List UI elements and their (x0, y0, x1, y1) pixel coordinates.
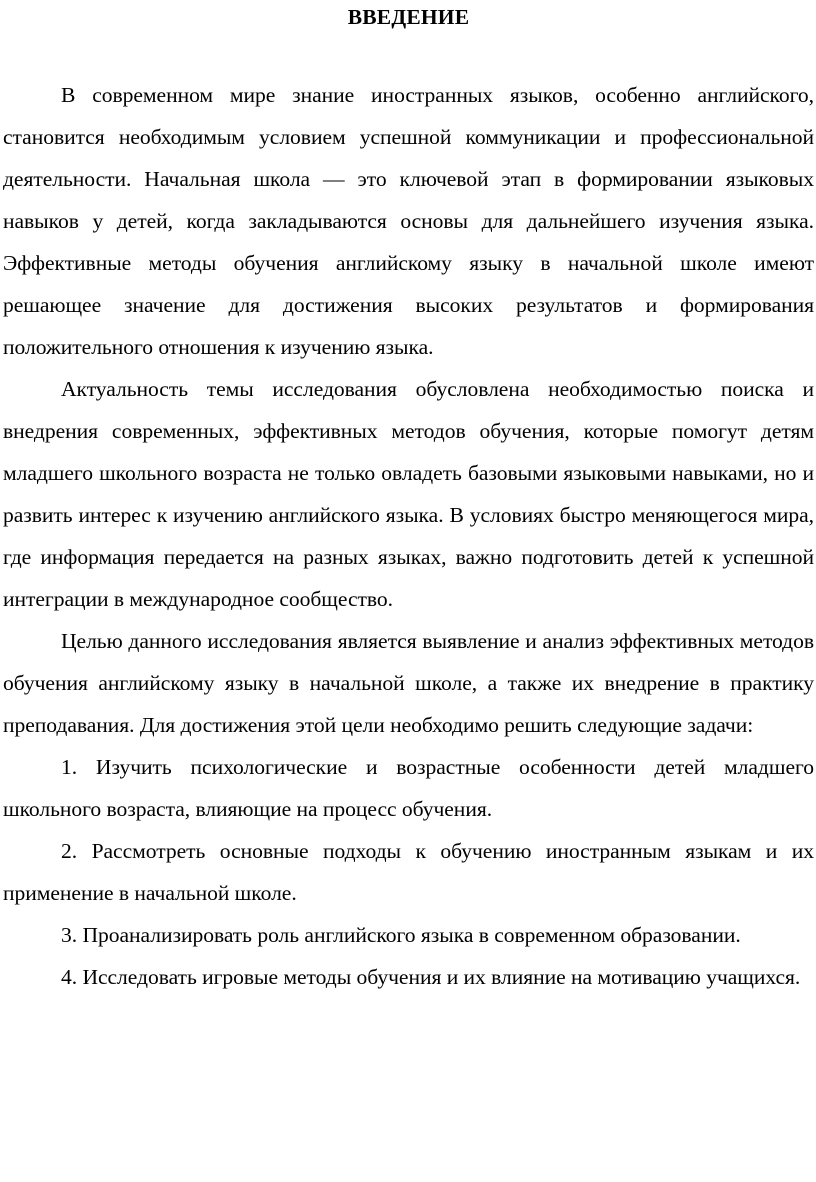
task-item-4: 4. Исследовать игровые методы обучения и их влияние на мотивацию учащихся. (61, 965, 801, 989)
task-item-3: 3. Проанализировать роль английского языка в современном образовании. (61, 923, 741, 947)
paragraph-intro: В современном мире знание иностранных языков, особенно английского, становится необходимым условием успешной коммуникации и профессиональной деятельности. Начальная школа — это ключевой этап в формировании языковых навыков у детей, когда закладываются основы для дальнейшего изучения языка. Эффективные методы обучения английскому языку в начальной школе имеют решающее значение для достижения высоких результатов и формирования положительного отношения к изучению языка. (3, 83, 814, 359)
task-item-2: 2. Рассмотреть основные подходы к обучению иностранным языкам и их применение в начальной школе. (3, 839, 814, 905)
paragraph-goal: Целью данного исследования является выявление и анализ эффективных методов обучения английскому языку в начальной школе, а также их внедрение в практику преподавания. Для достижения этой цели необходимо решить следующие задачи: (3, 629, 814, 737)
page-title: ВВЕДЕНИЕ (347, 5, 470, 29)
paragraph-relevance: Актуальность темы исследования обусловлена необходимостью поиска и внедрения современных, эффективных методов обучения, которые помогут детям младшего школьного возраста не только овладеть базовыми языковыми навыками, но и развить интерес к изучению английского языка. В условиях быстро меняющегося мира, где информация передается на разных языках, важно подготовить детей к успешной интеграции в международное сообщество. (3, 377, 814, 611)
task-item-1: 1. Изучить психологические и возрастные особенности детей младшего школьного возраста, влияющие на процесс обучения. (3, 755, 814, 821)
